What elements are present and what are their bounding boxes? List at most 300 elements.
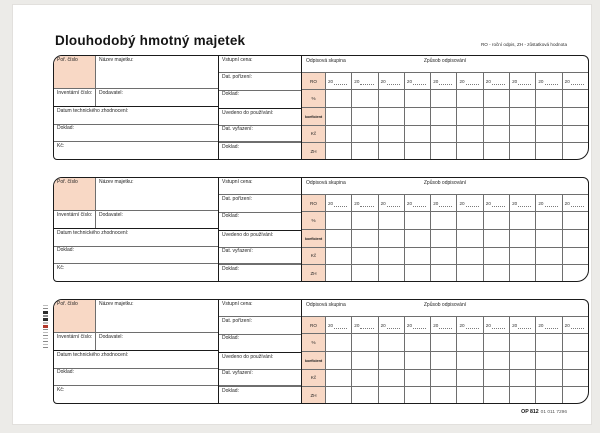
year-prefix: 20 xyxy=(433,322,439,328)
year-cell xyxy=(326,73,352,90)
value-cell xyxy=(326,370,352,387)
dotted-line xyxy=(439,321,452,330)
depreciation-row-ro xyxy=(302,195,588,213)
year-cell xyxy=(379,317,405,334)
value-cells xyxy=(326,334,588,351)
value-cell xyxy=(536,334,562,351)
value-cells xyxy=(326,230,588,247)
row-label-kc: Kč xyxy=(302,370,326,387)
row-label-ro: RO xyxy=(302,73,326,90)
field-nazev-majetku: Název majetku: xyxy=(96,178,218,211)
value-cell xyxy=(352,248,378,265)
value-cell xyxy=(431,143,457,160)
value-cell xyxy=(563,352,588,369)
header-zpusob-odpisovani: Způsob odpisování xyxy=(423,180,467,186)
value-cell xyxy=(484,126,510,143)
value-cell xyxy=(405,370,431,387)
year-cell xyxy=(510,73,536,90)
field-doklad: Doklad: xyxy=(219,264,301,281)
value-cells xyxy=(326,370,588,387)
value-cell xyxy=(431,370,457,387)
value-cell xyxy=(352,370,378,387)
asset-block-middle-section xyxy=(219,300,302,403)
year-cell xyxy=(536,317,562,334)
value-cell xyxy=(510,108,536,125)
value-cell xyxy=(484,387,510,404)
dotted-line xyxy=(413,321,426,330)
value-cell xyxy=(326,334,352,351)
value-cell xyxy=(326,126,352,143)
year-prefix: 20 xyxy=(485,78,491,84)
field-vstupni-cena: Vstupní cena: xyxy=(219,178,301,195)
field-uvedeno-do-pouzivani: Uvedeno do používání: xyxy=(219,352,301,369)
value-cell xyxy=(484,352,510,369)
field-dat-vyrazeni: Dat. vyřazení: xyxy=(219,125,301,142)
value-cell xyxy=(431,387,457,404)
dotted-line xyxy=(387,77,400,86)
field-nazev-majetku: Název majetku: xyxy=(96,56,218,89)
value-cell xyxy=(352,387,378,404)
asset-block xyxy=(53,177,589,282)
field-dat-porizeni: Dat. pořízení: xyxy=(219,195,301,212)
year-prefix: 20 xyxy=(354,322,360,328)
year-prefix: 20 xyxy=(538,200,544,206)
asset-block-left-section xyxy=(54,178,219,281)
year-cell xyxy=(405,73,431,90)
value-cell xyxy=(457,248,483,265)
header-odpisova-skupina: Odpisová skupina xyxy=(306,58,346,64)
depreciation-row-kc xyxy=(302,370,588,388)
value-cell xyxy=(536,265,562,282)
value-cell xyxy=(484,370,510,387)
value-cells xyxy=(326,212,588,229)
year-prefix: 20 xyxy=(433,78,439,84)
year-cell xyxy=(484,317,510,334)
year-cell xyxy=(379,195,405,212)
dotted-line xyxy=(545,77,558,86)
value-cell xyxy=(563,248,588,265)
dotted-line xyxy=(439,77,452,86)
depreciation-row-percent xyxy=(302,334,588,352)
depreciation-row-koeficient xyxy=(302,352,588,370)
year-prefix: 20 xyxy=(459,322,465,328)
value-cell xyxy=(326,108,352,125)
value-cell xyxy=(405,265,431,282)
year-prefix: 20 xyxy=(433,200,439,206)
dotted-line xyxy=(360,321,373,330)
value-cell xyxy=(510,143,536,160)
value-cell xyxy=(326,248,352,265)
value-cell xyxy=(379,248,405,265)
value-cell xyxy=(536,248,562,265)
year-prefix: 20 xyxy=(406,200,413,206)
value-cell xyxy=(352,143,378,160)
value-cell xyxy=(536,108,562,125)
side-barcode xyxy=(43,305,48,350)
page-title: Dlouhodobý hmotný majetek xyxy=(55,33,246,48)
year-cell xyxy=(457,195,483,212)
row-label-percent: % xyxy=(302,90,326,107)
row-label-ro: RO xyxy=(302,317,326,334)
asset-block xyxy=(53,299,589,404)
field-vstupni-cena: Vstupní cena: xyxy=(219,300,301,317)
value-cell xyxy=(457,370,483,387)
value-cell xyxy=(563,212,588,229)
asset-header-row xyxy=(54,300,218,333)
value-cell xyxy=(431,352,457,369)
depreciation-row-percent xyxy=(302,212,588,230)
depreciation-row-kc xyxy=(302,248,588,266)
value-cell xyxy=(457,212,483,229)
year-cell xyxy=(431,317,457,334)
dotted-line xyxy=(571,199,584,208)
dotted-line xyxy=(545,321,558,330)
value-cell xyxy=(352,108,378,125)
year-cell xyxy=(457,73,483,90)
year-cell xyxy=(536,73,562,90)
value-cell xyxy=(352,334,378,351)
year-cell xyxy=(352,317,378,334)
value-cell xyxy=(431,108,457,125)
value-cell xyxy=(431,230,457,247)
year-cells xyxy=(326,317,588,334)
year-cells xyxy=(326,73,588,90)
asset-blocks-container xyxy=(53,55,589,421)
row-label-zh: ZH xyxy=(302,143,326,160)
value-cell xyxy=(563,90,588,107)
value-cell xyxy=(379,212,405,229)
dotted-line xyxy=(466,77,479,86)
year-cell xyxy=(457,317,483,334)
depreciation-section xyxy=(302,300,588,403)
value-cells xyxy=(326,248,588,265)
depreciation-section xyxy=(302,56,588,159)
value-cell xyxy=(352,212,378,229)
value-cell xyxy=(379,265,405,282)
value-cell xyxy=(563,230,588,247)
year-prefix: 20 xyxy=(512,322,518,328)
field-dat-vyrazeni: Dat. vyřazení: xyxy=(219,369,301,386)
dotted-line xyxy=(518,321,531,330)
inventory-row xyxy=(54,89,218,106)
value-cell xyxy=(379,370,405,387)
value-cell xyxy=(326,90,352,107)
field-doklad: Doklad: xyxy=(54,124,218,141)
field-doklad: Doklad: xyxy=(54,368,218,385)
value-cell xyxy=(352,90,378,107)
year-cells xyxy=(326,195,588,212)
year-cell xyxy=(484,195,510,212)
field-inventarni-cislo: Inventární číslo: xyxy=(54,211,96,228)
year-prefix: 20 xyxy=(564,200,570,206)
value-cell xyxy=(536,370,562,387)
value-cell xyxy=(379,230,405,247)
value-cell xyxy=(484,212,510,229)
depreciation-row-ro xyxy=(302,73,588,91)
depreciation-header-row xyxy=(302,300,588,317)
row-label-koeficient: koeficient xyxy=(302,108,326,125)
value-cells xyxy=(326,90,588,107)
value-cell xyxy=(510,265,536,282)
dotted-line xyxy=(413,77,426,86)
year-prefix: 20 xyxy=(354,200,360,206)
value-cell xyxy=(405,230,431,247)
value-cell xyxy=(563,370,588,387)
field-nazev-majetku: Název majetku: xyxy=(96,300,218,333)
year-prefix: 20 xyxy=(564,322,570,328)
field-dat-vyrazeni: Dat. vyřazení: xyxy=(219,247,301,264)
value-cell xyxy=(536,143,562,160)
dotted-line xyxy=(518,199,531,208)
value-cell xyxy=(484,108,510,125)
year-prefix: 20 xyxy=(512,200,518,206)
value-cell xyxy=(431,126,457,143)
value-cell xyxy=(405,212,431,229)
row-label-zh: ZH xyxy=(302,265,326,282)
value-cell xyxy=(457,230,483,247)
year-cell xyxy=(352,73,378,90)
value-cells xyxy=(326,126,588,143)
value-cell xyxy=(563,143,588,160)
year-cell xyxy=(352,195,378,212)
value-cell xyxy=(536,212,562,229)
dotted-line xyxy=(492,321,505,330)
dotted-line xyxy=(334,199,347,208)
depreciation-row-zh xyxy=(302,265,588,282)
depreciation-row-zh xyxy=(302,387,588,404)
depreciation-section xyxy=(302,178,588,281)
value-cell xyxy=(510,352,536,369)
year-prefix: 20 xyxy=(459,200,465,206)
dotted-line xyxy=(492,199,505,208)
value-cells xyxy=(326,387,588,404)
row-label-zh: ZH xyxy=(302,387,326,404)
depreciation-row-percent xyxy=(302,90,588,108)
year-prefix: 20 xyxy=(538,322,544,328)
value-cell xyxy=(405,126,431,143)
value-cell xyxy=(352,265,378,282)
value-cell xyxy=(379,387,405,404)
field-dat-porizeni: Dat. pořízení: xyxy=(219,317,301,334)
year-cell xyxy=(431,73,457,90)
value-cells xyxy=(326,108,588,125)
row-label-koeficient: koeficient xyxy=(302,352,326,369)
field-doklad: Doklad: xyxy=(54,246,218,263)
value-cell xyxy=(379,126,405,143)
year-cell xyxy=(563,317,588,334)
field-por-cislo: Poř. číslo xyxy=(54,178,96,211)
value-cell xyxy=(484,248,510,265)
value-cell xyxy=(405,334,431,351)
year-cell xyxy=(510,195,536,212)
field-kc: Kč: xyxy=(54,263,218,280)
header-odpisova-skupina: Odpisová skupina xyxy=(306,180,346,186)
value-cell xyxy=(484,265,510,282)
value-cell xyxy=(563,334,588,351)
year-prefix: 20 xyxy=(328,78,334,84)
header-odpisova-skupina: Odpisová skupina xyxy=(306,302,346,308)
value-cell xyxy=(510,334,536,351)
year-prefix: 20 xyxy=(564,78,570,84)
value-cell xyxy=(379,143,405,160)
row-label-percent: % xyxy=(302,334,326,351)
value-cell xyxy=(405,143,431,160)
year-cell xyxy=(563,73,588,90)
value-cell xyxy=(326,352,352,369)
field-por-cislo: Poř. číslo xyxy=(54,56,96,89)
year-prefix: 20 xyxy=(328,200,334,206)
value-cell xyxy=(431,90,457,107)
value-cell xyxy=(484,334,510,351)
form-code-number: OP 812 xyxy=(521,409,539,415)
value-cell xyxy=(326,387,352,404)
year-prefix: 20 xyxy=(485,322,491,328)
value-cell xyxy=(457,352,483,369)
field-doklad: Doklad: xyxy=(222,213,239,220)
value-cell xyxy=(457,126,483,143)
year-prefix: 20 xyxy=(328,322,334,328)
form-page xyxy=(12,4,592,425)
field-datum-tech-zhodnoceni: Datum technického zhodnocení: xyxy=(54,350,218,367)
field-uvedeno-do-pouzivani: Uvedeno do používání: xyxy=(219,230,301,247)
form-code-detail: 01 011 7296 xyxy=(540,410,567,415)
row-label-kc: Kč xyxy=(302,126,326,143)
value-cell xyxy=(352,230,378,247)
field-dodavatel: Dodavatel: xyxy=(99,333,123,340)
field-dodavatel: Dodavatel: xyxy=(99,211,123,218)
value-cell xyxy=(484,143,510,160)
value-cell xyxy=(510,248,536,265)
value-cell xyxy=(457,265,483,282)
year-cell xyxy=(379,73,405,90)
field-datum-tech-zhodnoceni: Datum technického zhodnocení: xyxy=(54,106,218,123)
value-cell xyxy=(431,248,457,265)
header-zpusob-odpisovani: Způsob odpisování xyxy=(423,302,467,308)
year-prefix: 20 xyxy=(380,200,386,206)
value-cell xyxy=(510,370,536,387)
year-cell xyxy=(431,195,457,212)
value-cell xyxy=(431,212,457,229)
dotted-line xyxy=(360,199,373,208)
value-cell xyxy=(484,230,510,247)
value-cell xyxy=(379,334,405,351)
year-prefix: 20 xyxy=(485,200,491,206)
asset-block xyxy=(53,55,589,160)
value-cell xyxy=(326,230,352,247)
inventory-row xyxy=(54,211,218,228)
row-label-ro: RO xyxy=(302,195,326,212)
field-doklad: Doklad: xyxy=(222,91,239,98)
value-cell xyxy=(431,265,457,282)
year-cell xyxy=(405,317,431,334)
value-cell xyxy=(457,108,483,125)
value-cell xyxy=(431,334,457,351)
dotted-line xyxy=(518,77,531,86)
value-cell xyxy=(405,387,431,404)
field-vstupni-cena: Vstupní cena: xyxy=(219,56,301,73)
year-cell xyxy=(405,195,431,212)
value-cell xyxy=(379,90,405,107)
asset-block-left-section xyxy=(54,300,219,403)
year-prefix: 20 xyxy=(512,78,518,84)
field-dodavatel: Dodavatel: xyxy=(99,89,123,96)
year-prefix: 20 xyxy=(354,78,360,84)
depreciation-row-ro xyxy=(302,317,588,335)
year-prefix: 20 xyxy=(380,78,386,84)
field-doklad: Doklad: xyxy=(219,142,301,159)
depreciation-header-row xyxy=(302,178,588,195)
value-cell xyxy=(352,352,378,369)
depreciation-header-row xyxy=(302,56,588,73)
field-por-cislo: Poř. číslo xyxy=(54,300,96,333)
dotted-line xyxy=(334,321,347,330)
value-cell xyxy=(405,248,431,265)
value-cells xyxy=(326,265,588,282)
row-label-koeficient: koeficient xyxy=(302,230,326,247)
dotted-line xyxy=(571,77,584,86)
year-prefix: 20 xyxy=(406,78,413,84)
year-cell xyxy=(326,195,352,212)
value-cells xyxy=(326,352,588,369)
value-cell xyxy=(510,387,536,404)
value-cell xyxy=(536,352,562,369)
dotted-line xyxy=(571,321,584,330)
depreciation-row-koeficient xyxy=(302,230,588,248)
value-cells xyxy=(326,143,588,160)
value-cell xyxy=(326,265,352,282)
value-cell xyxy=(536,387,562,404)
field-datum-tech-zhodnoceni: Datum technického zhodnocení: xyxy=(54,228,218,245)
year-cell xyxy=(484,73,510,90)
asset-header-row xyxy=(54,56,218,89)
value-cell xyxy=(510,90,536,107)
value-cell xyxy=(405,90,431,107)
depreciation-row-zh xyxy=(302,143,588,160)
value-cell xyxy=(536,126,562,143)
asset-header-row xyxy=(54,178,218,211)
header-zpusob-odpisovani: Způsob odpisování xyxy=(423,58,467,64)
value-cell xyxy=(352,126,378,143)
value-cell xyxy=(326,143,352,160)
year-prefix: 20 xyxy=(380,322,386,328)
year-prefix: 20 xyxy=(538,78,544,84)
value-cell xyxy=(563,108,588,125)
dotted-line xyxy=(387,321,400,330)
field-uvedeno-do-pouzivani: Uvedeno do používání: xyxy=(219,108,301,125)
value-cell xyxy=(563,265,588,282)
year-prefix: 20 xyxy=(406,322,413,328)
value-cell xyxy=(563,387,588,404)
field-kc: Kč: xyxy=(54,141,218,158)
dotted-line xyxy=(545,199,558,208)
value-cell xyxy=(457,334,483,351)
row-label-kc: Kč xyxy=(302,248,326,265)
field-kc: Kč: xyxy=(54,385,218,402)
year-cell xyxy=(563,195,588,212)
dotted-line xyxy=(387,199,400,208)
dotted-line xyxy=(360,77,373,86)
value-cell xyxy=(457,387,483,404)
year-prefix: 20 xyxy=(459,78,465,84)
row-label-percent: % xyxy=(302,212,326,229)
asset-block-middle-section xyxy=(219,178,302,281)
value-cell xyxy=(536,90,562,107)
value-cell xyxy=(510,212,536,229)
dotted-line xyxy=(492,77,505,86)
dotted-line xyxy=(413,199,426,208)
value-cell xyxy=(457,90,483,107)
value-cell xyxy=(510,230,536,247)
